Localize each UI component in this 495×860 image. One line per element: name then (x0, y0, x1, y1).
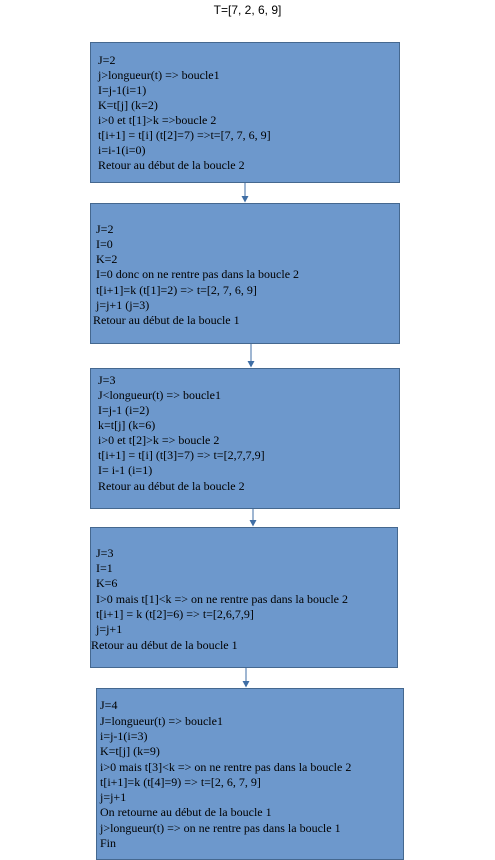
step-3-line-7: I= i-1 (i=1) (98, 463, 153, 477)
step-1-line-3: I=j-1(i=1) (98, 83, 147, 97)
step-5-line-2: J=longueur(t) => boucle1 (100, 714, 223, 728)
step-4-line-3: K=6 (96, 576, 118, 590)
step-1-line-6: t[i+1] = t[i] (t[2]=7) =>t=[7, 7, 6, 9] (98, 128, 271, 142)
step-box-5 (96, 688, 404, 860)
step-5-line-7: j=j+1 (100, 790, 127, 804)
arrow-down-icon (240, 668, 252, 688)
arrow-down-icon (239, 183, 251, 203)
step-2-line-7: Retour au début de la boucle 1 (93, 313, 240, 327)
step-3-line-6: t[i+1] = t[i] (t[3]=7) => t=[2,7,7,9] (98, 448, 265, 462)
step-5-line-1: J=4 (100, 698, 118, 712)
step-4-line-5: t[i+1] = k (t[2]=6) => t=[2,6,7,9] (96, 607, 254, 621)
step-1-line-7: i=i-1(i=0) (98, 143, 146, 157)
step-5-line-6: t[i+1]=k (t[4]=9) => t=[2, 6, 7, 9] (100, 775, 261, 789)
step-1-line-1: J=2 (98, 53, 116, 67)
step-5-line-8: On retourne au début de la boucle 1 (100, 805, 272, 819)
step-5-line-10: Fin (100, 836, 117, 850)
step-2-line-2: I=0 (96, 237, 113, 251)
step-box-4 (90, 527, 398, 668)
step-3-line-3: I=j-1 (i=2) (98, 403, 150, 417)
step-2-line-4: I=0 donc on ne rentre pas dans la boucle 2 (96, 267, 300, 281)
step-5-line-9: j>longueur(t) => on ne rentre pas dans la boucle 1 (100, 821, 341, 835)
step-4-line-6: j=j+1 (96, 622, 123, 636)
step-3-line-8: Retour au début de la boucle 2 (98, 479, 245, 493)
step-box-2 (90, 203, 400, 344)
step-4-line-4: I>0 mais t[1]<k => on ne rentre pas dans la boucle 2 (96, 592, 348, 606)
step-3-line-2: J<longueur(t) => boucle1 (98, 388, 221, 402)
step-5-line-4: K=t[j] (k=9) (100, 744, 160, 758)
step-5-line-3: i=j-1(i=3) (100, 729, 148, 743)
step-1-line-8: Retour au début de la boucle 2 (98, 158, 245, 172)
step-4-line-2: I=1 (96, 561, 113, 575)
step-2-line-3: K=2 (96, 252, 118, 266)
arrow-down-icon (247, 509, 259, 527)
step-1-line-5: i>0 et t[1]>k =>boucle 2 (98, 113, 217, 127)
step-1-line-4: K=t[j] (k=2) (98, 98, 158, 112)
step-2-line-6: j=j+1 (j=3) (96, 298, 150, 312)
step-4-line-1: J=3 (96, 546, 114, 560)
step-3-line-5: i>0 et t[2]>k => boucle 2 (98, 433, 220, 447)
step-5-line-5: i>0 mais t[3]<k => on ne rentre pas dans la boucle 2 (100, 760, 352, 774)
arrow-down-icon (245, 344, 257, 368)
step-2-line-1: J=2 (96, 222, 114, 236)
step-3-line-4: k=t[j] (k=6) (98, 418, 156, 432)
step-4-line-7: Retour au début de la boucle 1 (91, 638, 238, 652)
step-box-1 (90, 42, 400, 183)
page-title: T=[7, 2, 6, 9] (213, 3, 282, 17)
step-1-line-2: j>longueur(t) => boucle1 (98, 68, 220, 82)
step-3-line-1: J=3 (98, 373, 116, 387)
step-2-line-5: t[i+1]=k (t[1]=2) => t=[2, 7, 6, 9] (96, 283, 257, 297)
step-box-3 (90, 368, 400, 509)
